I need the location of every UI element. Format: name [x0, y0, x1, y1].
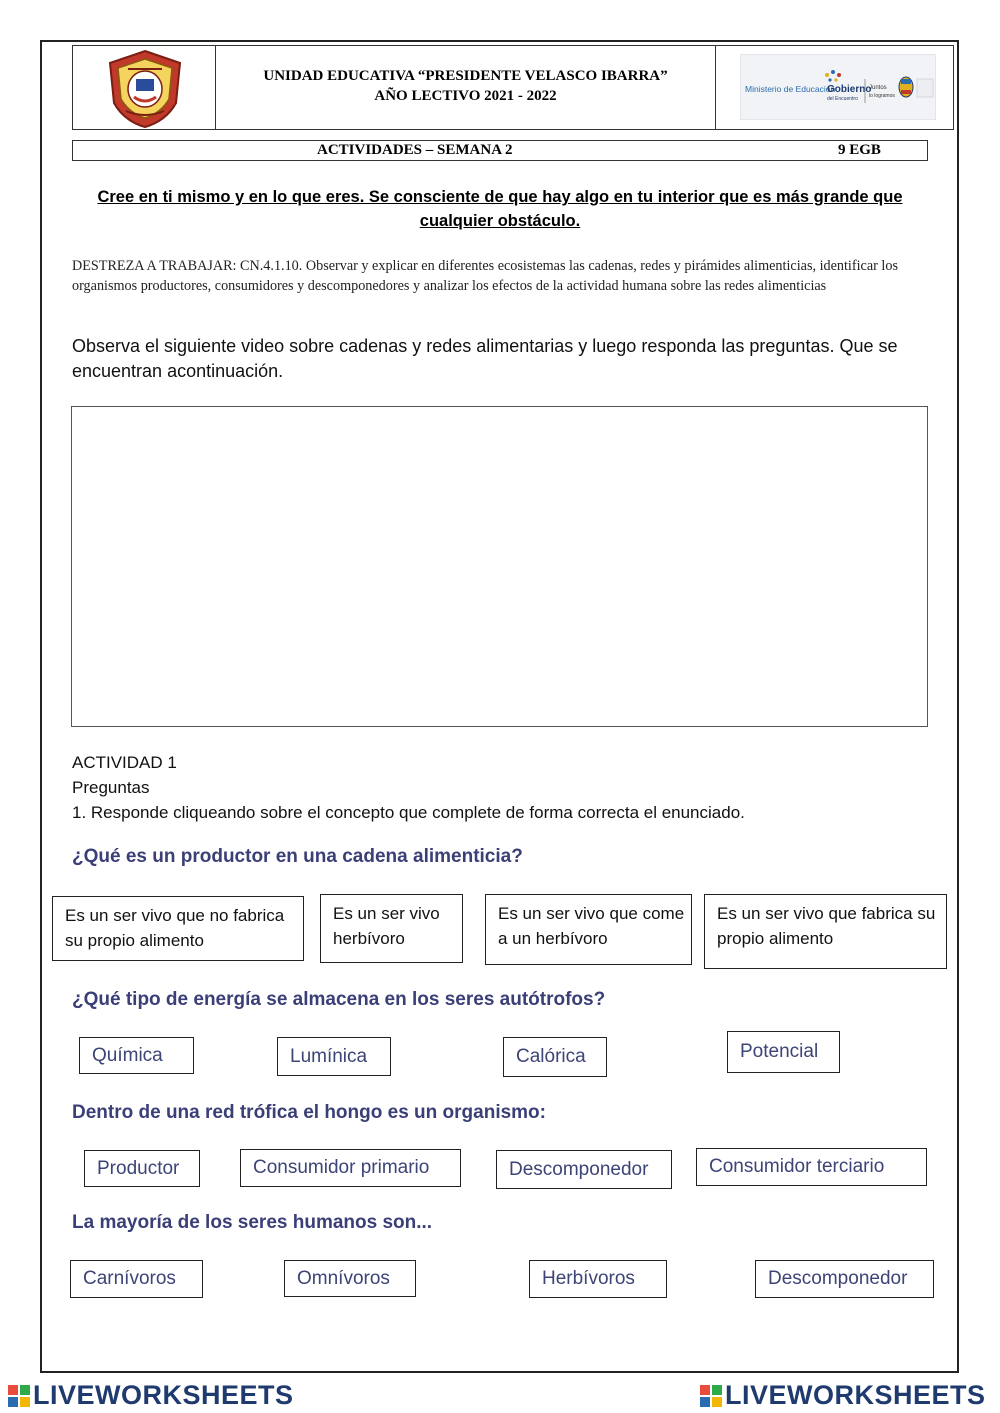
- q2-option-1[interactable]: Química: [79, 1037, 194, 1074]
- activity-title: ACTIVIDAD 1: [72, 753, 177, 772]
- q2-option-4[interactable]: Potencial: [727, 1031, 840, 1073]
- crest-cell: [73, 46, 216, 129]
- liveworksheets-icon: [8, 1385, 30, 1407]
- q4-option-2[interactable]: Omnívoros: [284, 1260, 416, 1297]
- skill-description: DESTREZA A TRABAJAR: CN.4.1.10. Observar y explicar en diferentes ecosistemas las cadenas, redes y pirámides alimenticias, identificar los organismos productores, consumidores y descomponedores y analizar los efectos de la actividad humana sobre las redes alimenticias: [72, 258, 898, 294]
- brand-left: [8, 1380, 294, 1411]
- gobierno-sub: del Encuentro: [827, 96, 858, 102]
- school-year: AÑO LECTIVO 2021 - 2022: [374, 88, 557, 104]
- school-title: [216, 66, 715, 106]
- ministry-logo: [740, 54, 936, 120]
- gobierno-label: Gobierno: [827, 84, 872, 95]
- school-title-cell: [216, 46, 716, 129]
- brand-right: [700, 1380, 986, 1411]
- grade-label: 9 EGB: [838, 142, 881, 158]
- q2-option-2[interactable]: Lumínica: [277, 1037, 391, 1076]
- question-3: Dentro de una red trófica el hongo es un organismo:: [72, 1102, 546, 1123]
- activity-subtitle: Preguntas: [72, 778, 150, 797]
- q2-option-3[interactable]: Calórica: [503, 1037, 607, 1077]
- q1-option-2[interactable]: Es un ser vivo herbívoro: [320, 894, 463, 963]
- school-crest: [106, 49, 184, 129]
- q3-option-3[interactable]: Descomponedor: [496, 1150, 672, 1189]
- brand-right-text: LIVEWORKSHEETS: [725, 1380, 986, 1410]
- school-name: UNIDAD EDUCATIVA “PRESIDENTE VELASCO IBARRA”: [263, 68, 668, 84]
- q3-option-4[interactable]: Consumidor terciario: [696, 1148, 927, 1186]
- header-table: [72, 45, 954, 130]
- brand-left-text: LIVEWORKSHEETS: [33, 1380, 294, 1410]
- q4-option-3[interactable]: Herbívoros: [529, 1260, 667, 1298]
- question-2: ¿Qué tipo de energía se almacena en los seres autótrofos?: [72, 989, 606, 1010]
- video-embed[interactable]: [71, 406, 928, 727]
- activity-block: [72, 750, 932, 825]
- ministry-logo-graphic: [741, 55, 937, 121]
- intro-instruction: Observa el siguiente video sobre cadenas y redes alimentarias y luego responda las preguntas. Que se encuentran acontinuación.: [72, 336, 898, 381]
- question-1: ¿Qué es un productor en una cadena alimenticia?: [72, 846, 523, 867]
- motto: Cree en ti mismo y en lo que eres. Se consciente de que hay algo en tu interior que es más grande que cualquier obstáculo.: [97, 188, 903, 230]
- q3-option-1[interactable]: Productor: [84, 1150, 200, 1187]
- activity-instruction: 1. Responde cliqueando sobre el concepto que complete de forma correcta el enunciado.: [72, 803, 745, 822]
- liveworksheets-icon: [700, 1385, 722, 1407]
- juntos-label: Juntos: [869, 85, 887, 91]
- q1-option-3[interactable]: Es un ser vivo que come a un herbívoro: [485, 894, 692, 965]
- question-4: La mayoría de los seres humanos son...: [72, 1212, 433, 1233]
- q4-option-4[interactable]: Descomponedor: [755, 1260, 934, 1298]
- q1-option-4[interactable]: Es un ser vivo que fabrica su propio alimento: [704, 894, 947, 969]
- activity-week-label: ACTIVIDADES – SEMANA 2: [317, 142, 513, 158]
- ministry-cell: [716, 46, 955, 129]
- juntos-sub: lo logramos: [869, 93, 895, 99]
- activity-header: [72, 140, 928, 161]
- q1-option-1[interactable]: Es un ser vivo que no fabrica su propio alimento: [52, 896, 304, 961]
- q4-option-1[interactable]: Carnívoros: [70, 1260, 203, 1298]
- q3-option-2[interactable]: Consumidor primario: [240, 1149, 461, 1187]
- ministry-label: Ministerio de Educación: [745, 84, 836, 94]
